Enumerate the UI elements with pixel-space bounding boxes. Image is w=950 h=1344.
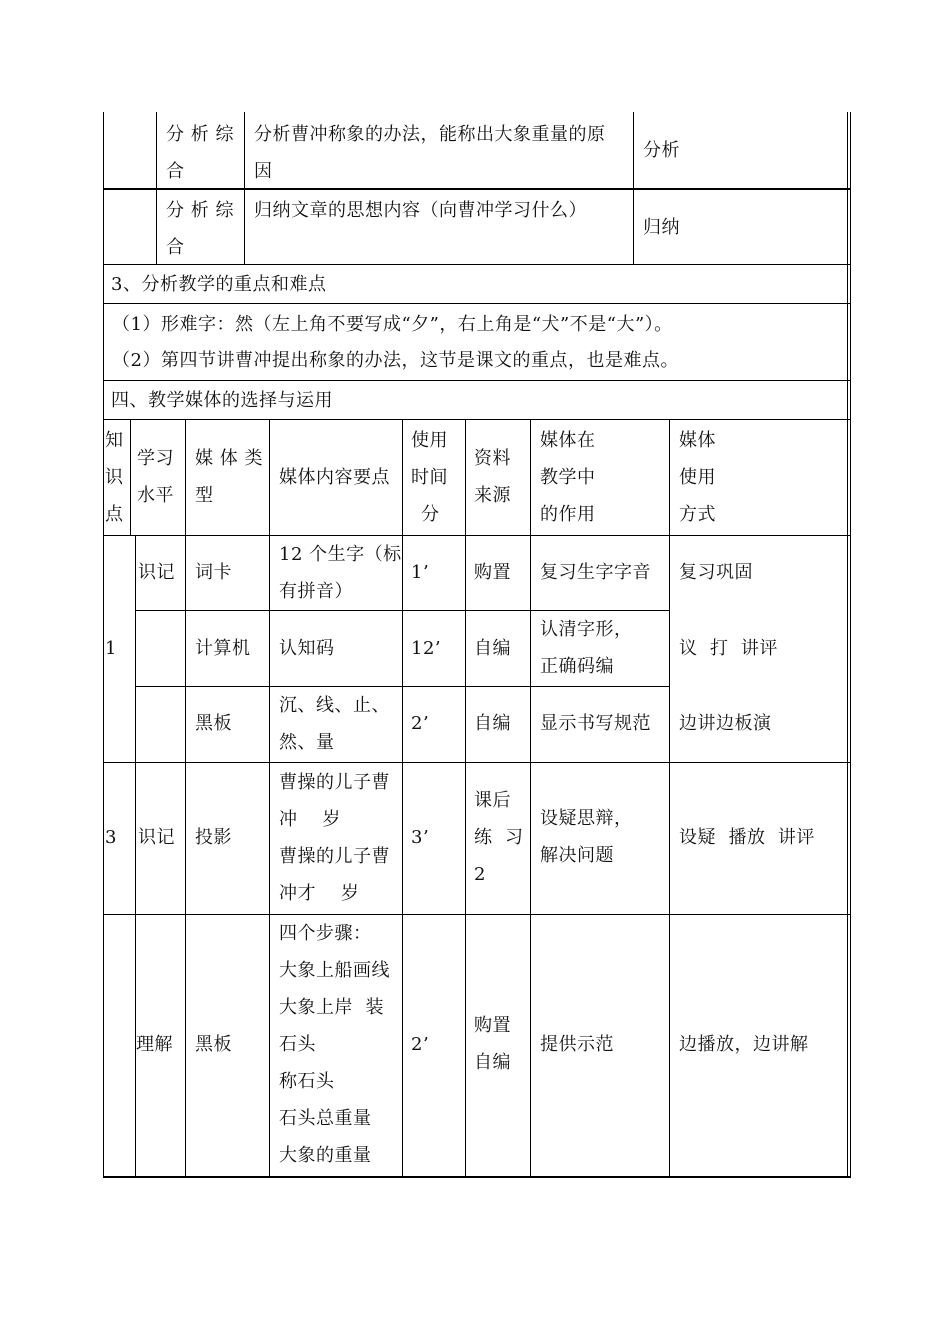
cell-media: 投影	[195, 827, 232, 848]
rule	[847, 264, 848, 419]
cell-source: 购置	[474, 562, 511, 583]
cell-time: 12’	[411, 638, 442, 659]
rule	[103, 380, 851, 381]
rule	[103, 303, 851, 304]
cell-content: 有拼音）	[279, 581, 353, 602]
rule	[103, 914, 851, 915]
content-text: 分析曹冲称象的办法，能称出大象重量的原	[254, 124, 606, 145]
header-source: 资料	[474, 448, 511, 469]
cell-content: 石头	[279, 1034, 316, 1055]
cell-content: 冲 岁	[279, 809, 341, 830]
cell-time: 3’	[411, 827, 430, 848]
cell-content: 12 个生字（标	[279, 544, 402, 565]
cell-role: 提供示范	[540, 1034, 614, 1055]
header-usage: 方式	[679, 504, 716, 525]
cell-role: 复习生字字音	[540, 562, 651, 583]
rule	[103, 762, 851, 763]
level-text: 合	[166, 237, 185, 258]
cell-source: 自编	[474, 638, 511, 659]
cell-time: 1’	[411, 562, 430, 583]
rule	[130, 419, 131, 535]
rule	[850, 264, 851, 419]
rule	[465, 419, 466, 1178]
section3-item: （1）形难字：然（左上角不要写成“夕”，右上角是“犬”不是“大”）。	[112, 314, 673, 335]
cell-source: 自编	[474, 1052, 511, 1073]
header-level: 水平	[137, 485, 174, 506]
cell-content: 大象上船画线	[279, 960, 390, 981]
rule	[103, 188, 851, 190]
level-text: 合	[166, 161, 185, 182]
cell-usage: 边播放，边讲解	[679, 1034, 809, 1055]
rule	[103, 264, 104, 419]
section3-heading: 3、分析教学的重点和难点	[111, 274, 327, 295]
cell-role: 设疑思辩，	[540, 808, 633, 829]
cell-role: 解决问题	[540, 845, 614, 866]
level-text: 分 析 综	[166, 124, 234, 145]
header-role: 的作用	[540, 504, 596, 525]
cell-level: 识记	[138, 562, 175, 583]
header-point: 点	[105, 504, 124, 525]
cell-content: 大象上岸 装	[279, 997, 384, 1018]
rule	[103, 1176, 851, 1178]
cell-content: 曹操的儿子曹	[279, 772, 390, 793]
cell-content: 然、量	[279, 732, 335, 753]
level-text: 分 析 综	[166, 200, 234, 221]
cell-content: 曹操的儿子曹	[279, 846, 390, 867]
cell-source: 自编	[474, 713, 511, 734]
header-usage: 媒体	[679, 430, 716, 451]
rule	[530, 419, 531, 1178]
cell-content: 沉、线、止、	[279, 695, 390, 716]
rule	[103, 535, 851, 536]
cell-usage: 设疑 播放 讲评	[679, 827, 815, 848]
cell-role: 显示书写规范	[540, 713, 651, 734]
cell-source: 课后	[474, 790, 511, 811]
cell-media: 黑板	[195, 1034, 232, 1055]
cell-media: 计算机	[195, 638, 251, 659]
cell-usage: 议 打 讲评	[679, 638, 778, 659]
cell-source: 购置	[474, 1015, 511, 1036]
header-role: 教学中	[540, 467, 596, 488]
cell-content: 称石头	[279, 1071, 335, 1092]
cell-level: 理解	[136, 1034, 173, 1055]
cell-usage: 边讲边板演	[679, 713, 772, 734]
cell-source: 练 习	[474, 827, 524, 848]
method-text: 归纳	[643, 217, 680, 238]
rule	[402, 419, 403, 1178]
header-usage: 使用	[679, 467, 716, 488]
rule	[847, 419, 848, 1178]
cell-point: 3	[105, 827, 117, 848]
cell-media: 黑板	[195, 713, 232, 734]
rule	[269, 419, 270, 1178]
rule	[669, 419, 670, 1178]
cell-content: 石头总重量	[279, 1108, 372, 1129]
rule	[103, 419, 104, 1178]
header-point: 识	[105, 467, 124, 488]
rule	[185, 419, 186, 1178]
cell-content: 四个步骤：	[279, 923, 372, 944]
cell-media: 词卡	[195, 562, 232, 583]
rule	[103, 419, 851, 420]
header-level: 学习	[137, 448, 174, 469]
cell-role: 认清字形，	[540, 619, 633, 640]
cell-role: 正确码编	[540, 656, 614, 677]
rule	[135, 535, 136, 1178]
cell-level: 识记	[138, 827, 175, 848]
section4-heading: 四、教学媒体的选择与运用	[111, 390, 333, 411]
cell-content: 大象的重量	[279, 1145, 372, 1166]
cell-content: 冲才 岁	[279, 883, 360, 904]
rule	[135, 686, 669, 687]
header-content: 媒体内容要点	[279, 467, 390, 488]
header-media-type: 媒 体 类	[195, 448, 263, 469]
header-media-type: 型	[195, 485, 214, 506]
cell-content: 认知码	[279, 638, 335, 659]
cell-usage: 复习巩固	[679, 562, 753, 583]
header-point: 知	[105, 430, 124, 451]
header-time: 分	[421, 504, 440, 525]
cell-source: 2	[474, 864, 486, 885]
cell-point: 1	[105, 638, 117, 659]
cell-time: 2’	[411, 713, 430, 734]
header-time: 使用	[411, 430, 448, 451]
header-source: 来源	[474, 485, 511, 506]
method-text: 分析	[643, 140, 680, 161]
section3-item: （2）第四节讲曹冲提出称象的办法，这节是课文的重点，也是难点。	[112, 350, 679, 371]
rule	[103, 264, 851, 265]
header-time: 时间	[411, 467, 448, 488]
rule	[850, 419, 851, 1178]
cell-time: 2’	[411, 1034, 430, 1055]
content-text: 因	[254, 161, 273, 182]
header-role: 媒体在	[540, 430, 596, 451]
content-text: 归纳文章的思想内容（向曹冲学习什么）	[254, 200, 587, 221]
